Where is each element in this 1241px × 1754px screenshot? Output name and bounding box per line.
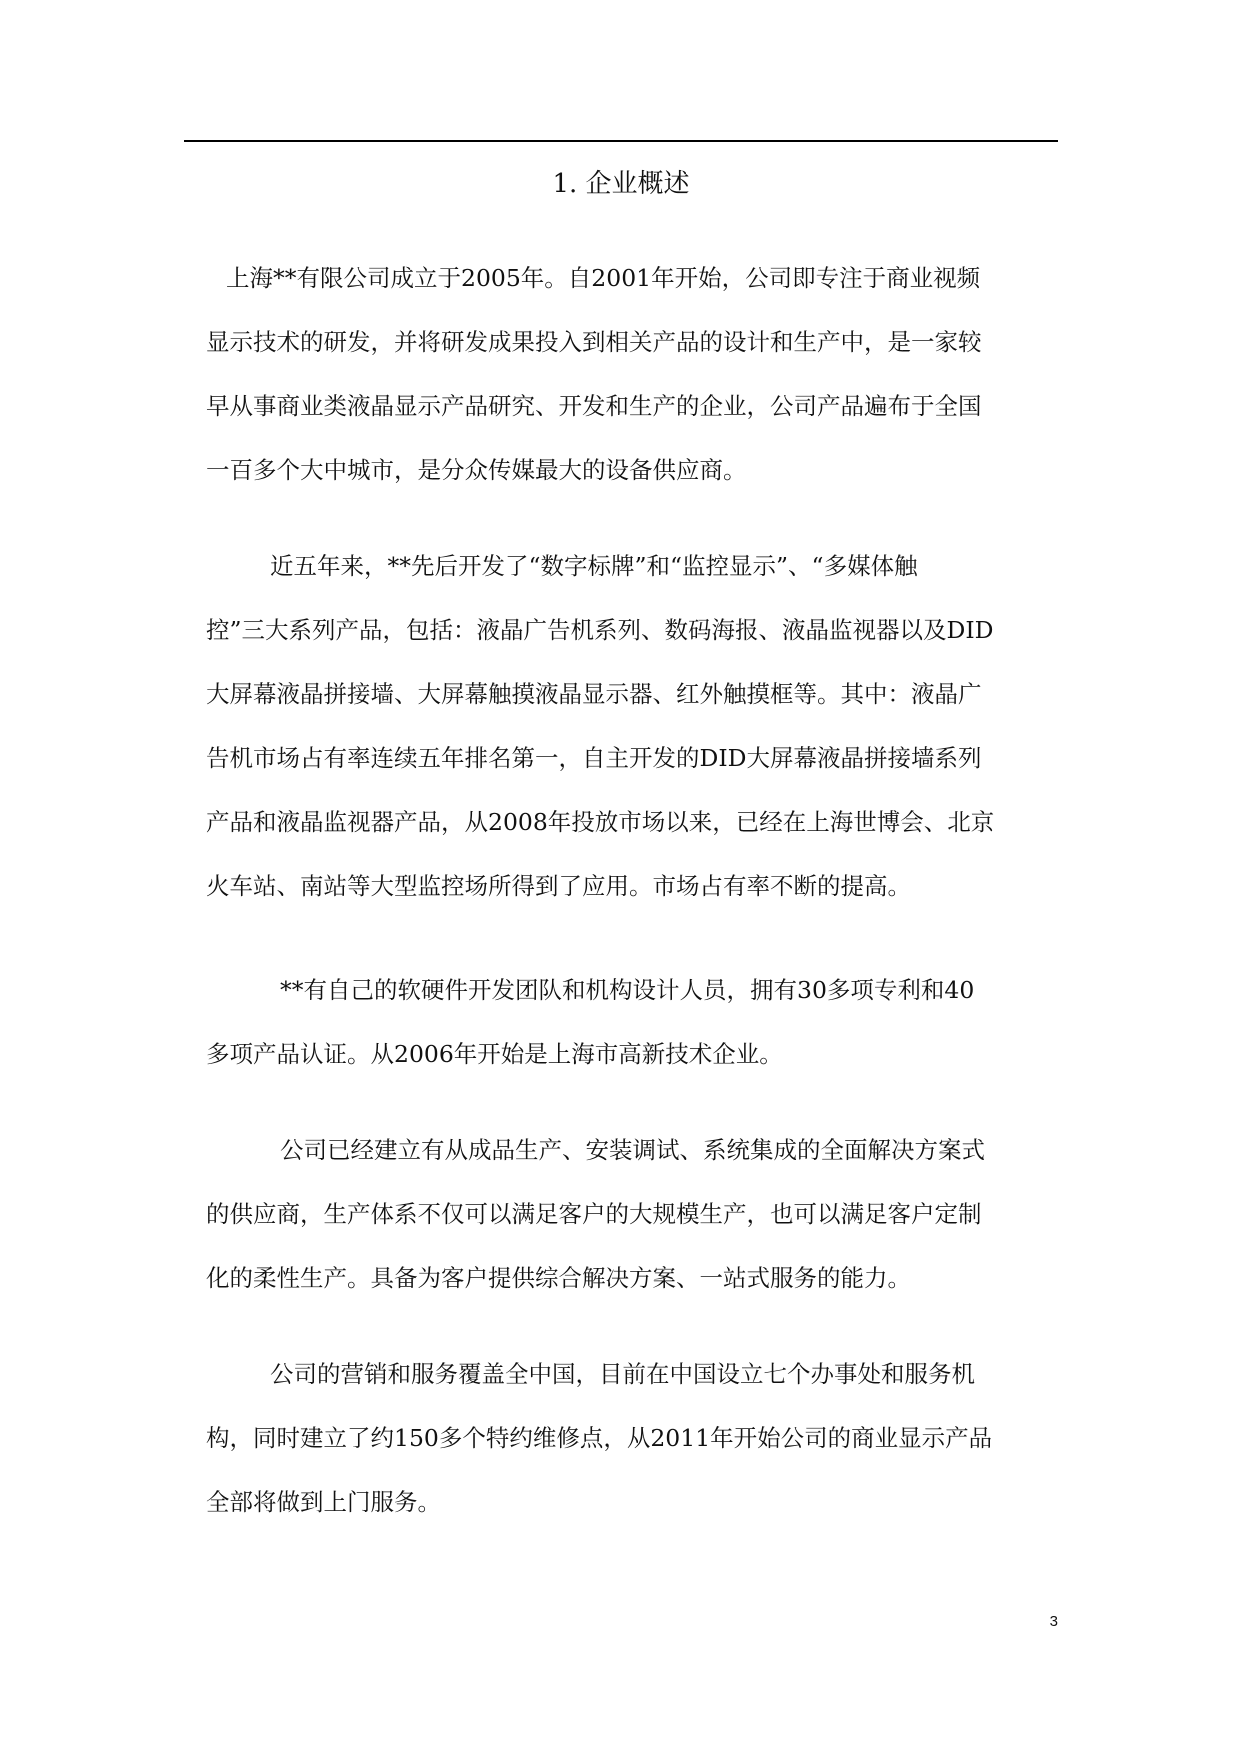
paragraph-line: 产品和液晶监视器产品，从2008年投放市场以来，已经在上海世博会、北京 (206, 808, 995, 836)
paragraph-line: **有自己的软硬件开发团队和机构设计人员，拥有30多项专利和40 (280, 976, 975, 1004)
paragraph-line: 显示技术的研发，并将研发成果投入到相关产品的设计和生产中，是一家较 (206, 328, 982, 356)
paragraph-line: 公司已经建立有从成品生产、安装调试、系统集成的全面解决方案式 (280, 1136, 985, 1164)
paragraph-line: 公司的营销和服务覆盖全中国，目前在中国设立七个办事处和服务机 (270, 1360, 975, 1388)
paragraph-solutions (206, 1118, 1058, 1310)
page-number: 3 (1049, 1613, 1058, 1630)
paragraph-line: 上海**有限公司成立于2005年。自2001年开始，公司即专注于商业视频 (226, 264, 981, 292)
paragraph-product-lines (206, 534, 1058, 918)
paragraph-company-founding (206, 246, 1058, 502)
paragraph-line: 化的柔性生产。具备为客户提供综合解决方案、一站式服务的能力。 (206, 1264, 911, 1292)
paragraph-service-network (206, 1342, 1058, 1534)
header-rule (184, 140, 1058, 142)
paragraph-line: 多项产品认证。从2006年开始是上海市高新技术企业。 (206, 1040, 783, 1068)
paragraph-line: 早从事商业类液晶显示产品研究、开发和生产的企业，公司产品遍布于全国 (206, 392, 982, 420)
section-title: 1. 企业概述 (552, 169, 690, 199)
paragraph-line: 一百多个大中城市，是分众传媒最大的设备供应商。 (206, 456, 747, 484)
paragraph-line: 的供应商，生产体系不仅可以满足客户的大规模生产，也可以满足客户定制 (206, 1200, 982, 1228)
paragraph-line: 构，同时建立了约150多个特约维修点，从2011年开始公司的商业显示产品 (206, 1424, 993, 1452)
paragraph-rd-team (206, 958, 1058, 1086)
paragraph-line: 火车站、南站等大型监控场所得到了应用。市场占有率不断的提高。 (206, 872, 911, 900)
paragraph-line: 全部将做到上门服务。 (206, 1488, 441, 1516)
paragraph-line: 大屏幕液晶拼接墙、大屏幕触摸液晶显示器、红外触摸框等。其中：液晶广 (206, 680, 982, 708)
paragraph-line: 近五年来，**先后开发了“数字标牌”和“监控显示”、“多媒体触 (270, 552, 918, 580)
paragraph-line: 告机市场占有率连续五年排名第一，自主开发的DID大屏幕液晶拼接墙系列 (206, 744, 982, 772)
paragraph-line: 控”三大系列产品，包括：液晶广告机系列、数码海报、液晶监视器以及DID (206, 616, 994, 644)
